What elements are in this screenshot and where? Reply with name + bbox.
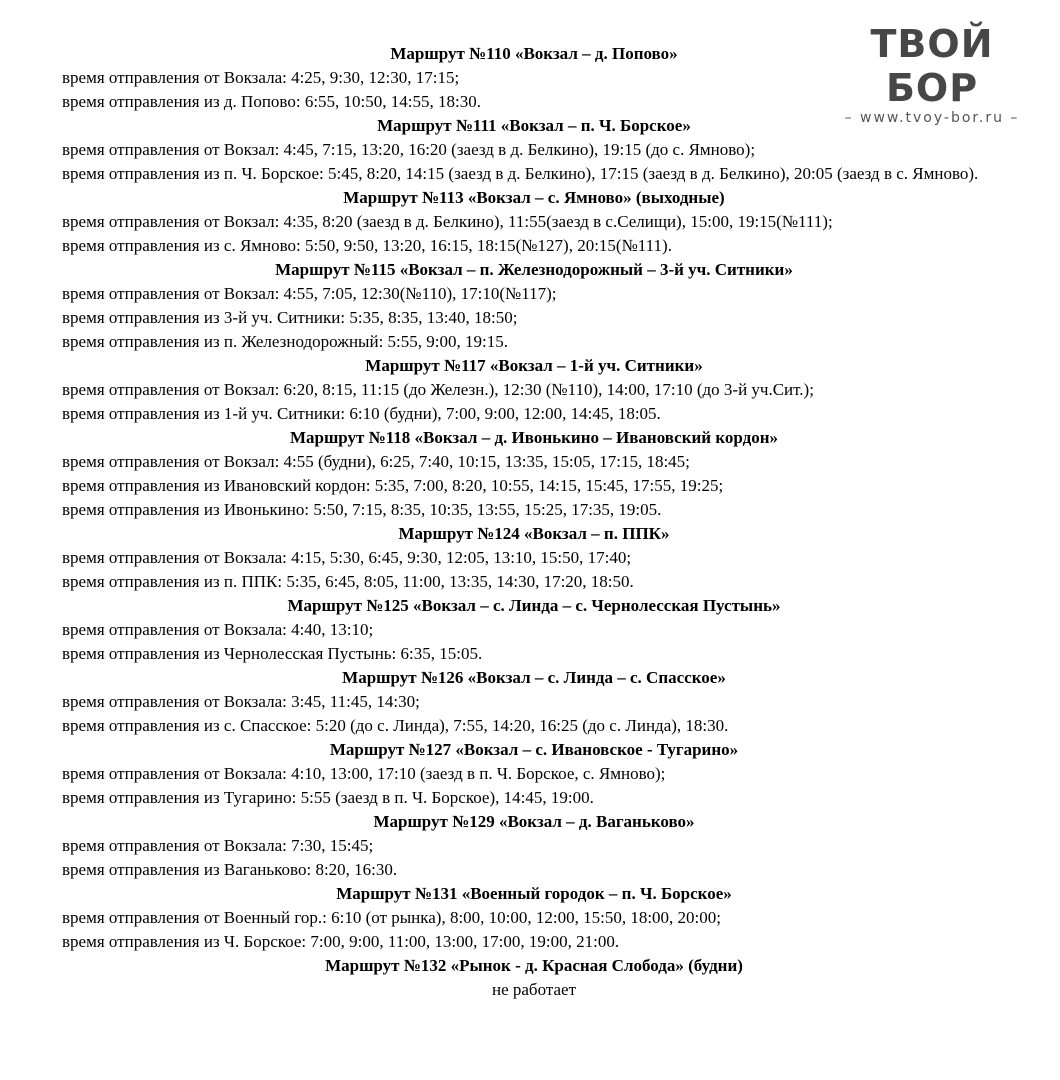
departure-line: время отправления из 3-й уч. Ситники: 5:35, 8:35, 13:40, 18:50; bbox=[62, 308, 518, 327]
departure-line: время отправления из с. Спасское: 5:20 (до с. Линда), 7:55, 14:20, 16:25 (до с. Линда), 18:30. bbox=[62, 716, 729, 735]
departure-line: время отправления от Вокзала: 4:15, 5:30, 6:45, 9:30, 12:05, 13:10, 15:50, 17:40; bbox=[62, 548, 632, 567]
departure-line: время отправления от Вокзала: 3:45, 11:45, 14:30; bbox=[62, 692, 420, 711]
departure-line: время отправления из Ивановский кордон: 5:35, 7:00, 8:20, 10:55, 14:15, 15:45, 17:55, 19:25; bbox=[62, 476, 724, 495]
schedule-document bbox=[34, 42, 1034, 1002]
departure-line: время отправления из 1-й уч. Ситники: 6:10 (будни), 7:00, 9:00, 12:00, 14:45, 18:05. bbox=[62, 404, 661, 423]
route-section bbox=[34, 738, 1034, 810]
departure-line: время отправления из Тугарино: 5:55 (заезд в п. Ч. Борское), 14:45, 19:00. bbox=[62, 788, 594, 807]
departure-line: время отправления от Вокзала: 4:25, 9:30, 12:30, 17:15; bbox=[62, 68, 460, 87]
route-section bbox=[34, 666, 1034, 738]
departure-line: время отправления от Вокзал: 4:55, 7:05, 12:30(№110), 17:10(№117); bbox=[62, 284, 557, 303]
departure-line: время отправления из с. Ямново: 5:50, 9:50, 13:20, 16:15, 18:15(№127), 20:15(№111). bbox=[62, 236, 672, 255]
route-section bbox=[34, 882, 1034, 954]
route-title: Маршрут №132 «Рынок - д. Красная Слобода» (будни) bbox=[325, 956, 743, 975]
departure-line: время отправления из Чернолесская Пустынь: 6:35, 15:05. bbox=[62, 644, 483, 663]
route-section bbox=[34, 42, 1034, 114]
route-section bbox=[34, 186, 1034, 258]
departure-line: время отправления от Вокзала: 4:10, 13:00, 17:10 (заезд в п. Ч. Борское, с. Ямново); bbox=[62, 764, 666, 783]
route-section bbox=[34, 522, 1034, 594]
route-section bbox=[34, 810, 1034, 882]
route-title: Маршрут №125 «Вокзал – с. Линда – с. Чернолесская Пустынь» bbox=[287, 596, 781, 615]
route-title: Маршрут №118 «Вокзал – д. Ивонькино – Ивановский кордон» bbox=[289, 428, 779, 447]
route-title: Маршрут №113 «Вокзал – с. Ямново» (выходные) bbox=[343, 188, 725, 207]
departure-line: время отправления от Вокзал: 4:55 (будни), 6:25, 7:40, 10:15, 13:35, 15:05, 17:15, 18:45; bbox=[62, 452, 690, 471]
logo-url: – www.tvoy-bor.ru – bbox=[844, 110, 1020, 126]
departure-line: время отправления от Военный гор.: 6:10 (от рынка), 8:00, 10:00, 12:00, 15:50, 18:00, 20:00; bbox=[62, 908, 722, 927]
route-section bbox=[34, 354, 1034, 426]
route-title: Маршрут №110 «Вокзал – д. Попово» bbox=[390, 44, 678, 63]
route-title: Маршрут №124 «Вокзал – п. ППК» bbox=[398, 524, 670, 543]
departure-line: время отправления от Вокзал: 4:35, 8:20 (заезд в д. Белкино), 11:55(заезд в с.Селищи), 15:00, 19:15(№111); bbox=[62, 212, 833, 231]
route-title: Маршрут №126 «Вокзал – с. Линда – с. Спасское» bbox=[342, 668, 726, 687]
route-section bbox=[34, 426, 1034, 522]
logo-name: ТВОЙ БОР bbox=[870, 22, 994, 110]
departure-line: время отправления из п. ППК: 5:35, 6:45, 8:05, 11:00, 13:35, 14:30, 17:20, 18:50. bbox=[62, 572, 634, 591]
route-section bbox=[34, 258, 1034, 354]
route-title: Маршрут №117 «Вокзал – 1-й уч. Ситники» bbox=[365, 356, 703, 375]
departure-line: время отправления от Вокзал: 6:20, 8:15, 11:15 (до Железн.), 12:30 (№110), 14:00, 17:10 (до 3-й уч.Сит.); bbox=[62, 380, 814, 399]
route-title: Маршрут №115 «Вокзал – п. Железнодорожный – 3-й уч. Ситники» bbox=[275, 260, 793, 279]
departure-line: время отправления из п. Ч. Борское: 5:45, 8:20, 14:15 (заезд в д. Белкино), 17:15 (заезд в д. Белкино), 20:05 (заезд в с. Ямново). bbox=[62, 164, 979, 183]
departure-line: время отправления из Ивонькино: 5:50, 7:15, 8:35, 10:35, 13:55, 15:25, 17:35, 19:05. bbox=[62, 500, 662, 519]
departure-line: время отправления из Ваганьково: 8:20, 16:30. bbox=[62, 860, 398, 879]
departure-line: время отправления из п. Железнодорожный: 5:55, 9:00, 19:15. bbox=[62, 332, 508, 351]
departure-line: время отправления из д. Попово: 6:55, 10:50, 14:55, 18:30. bbox=[62, 92, 481, 111]
route-title: Маршрут №111 «Вокзал – п. Ч. Борское» bbox=[377, 116, 691, 135]
route-title: Маршрут №127 «Вокзал – с. Ивановское - Тугарино» bbox=[329, 740, 739, 759]
route-section bbox=[34, 594, 1034, 666]
route-title: Маршрут №131 «Военный городок – п. Ч. Борское» bbox=[336, 884, 732, 903]
departure-line: время отправления от Вокзала: 7:30, 15:45; bbox=[62, 836, 374, 855]
departure-line: время отправления от Вокзал: 4:45, 7:15, 13:20, 16:20 (заезд в д. Белкино), 19:15 (до с. Ямново); bbox=[62, 140, 756, 159]
route-note: не работает bbox=[491, 980, 577, 999]
route-section bbox=[34, 114, 1034, 186]
route-title: Маршрут №129 «Вокзал – д. Ваганьково» bbox=[373, 812, 695, 831]
route-section bbox=[34, 954, 1034, 1002]
departure-line: время отправления от Вокзала: 4:40, 13:10; bbox=[62, 620, 374, 639]
departure-line: время отправления из Ч. Борское: 7:00, 9:00, 11:00, 13:00, 17:00, 19:00, 21:00. bbox=[62, 932, 620, 951]
